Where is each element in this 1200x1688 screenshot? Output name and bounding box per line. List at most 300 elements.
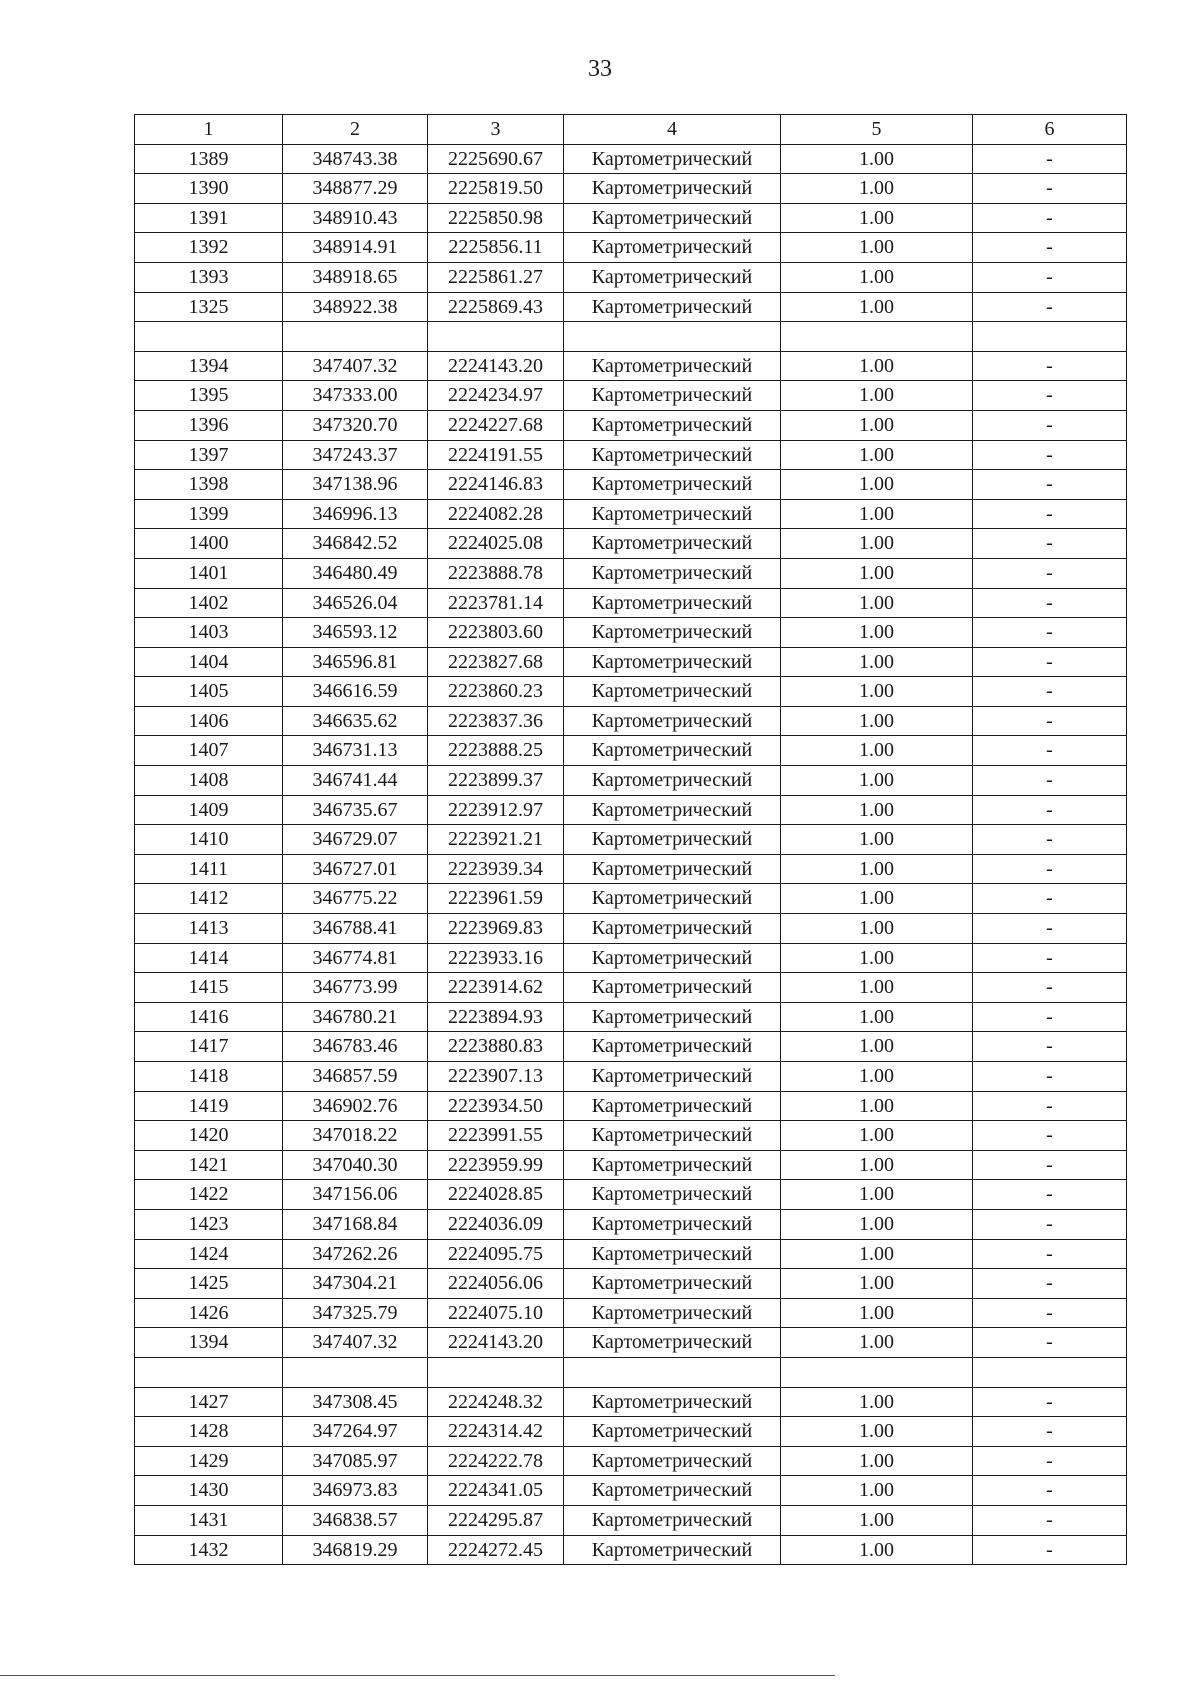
cell-y-coordinate: 2223888.25: [428, 736, 564, 766]
cell-accuracy: 1.00: [781, 706, 973, 736]
cell-x-coordinate: 348914.91: [283, 233, 428, 263]
cell-accuracy: 1.00: [781, 854, 973, 884]
cell-x-coordinate: 346616.59: [283, 677, 428, 707]
cell-method: Картометрический: [564, 706, 781, 736]
cell-method: Картометрический: [564, 736, 781, 766]
table-row: [135, 1298, 1127, 1328]
cell-y-coordinate: [428, 322, 564, 352]
cell-x-coordinate: 346838.57: [283, 1505, 428, 1535]
cell-point-number: 1408: [135, 766, 283, 796]
cell-method: Картометрический: [564, 884, 781, 914]
cell-point-number: 1418: [135, 1062, 283, 1092]
cell-x-coordinate: 346480.49: [283, 558, 428, 588]
cell-accuracy: 1.00: [781, 1002, 973, 1032]
cell-method: Картометрический: [564, 499, 781, 529]
table-row: [135, 1091, 1127, 1121]
table-row: [135, 381, 1127, 411]
cell-note: -: [973, 1535, 1127, 1565]
table-row: [135, 1062, 1127, 1092]
cell-method: Картометрический: [564, 1446, 781, 1476]
table-row: [135, 973, 1127, 1003]
table-row: [135, 144, 1127, 174]
table-row: [135, 499, 1127, 529]
table-row: [135, 470, 1127, 500]
cell-accuracy: 1.00: [781, 292, 973, 322]
table-row: [135, 1002, 1127, 1032]
cell-point-number: 1397: [135, 440, 283, 470]
cell-x-coordinate: 348918.65: [283, 262, 428, 292]
cell-point-number: 1422: [135, 1180, 283, 1210]
table-row: [135, 795, 1127, 825]
cell-accuracy: 1.00: [781, 1121, 973, 1151]
cell-point-number: 1402: [135, 588, 283, 618]
cell-point-number: 1429: [135, 1446, 283, 1476]
cell-y-coordinate: 2223914.62: [428, 973, 564, 1003]
cell-point-number: 1409: [135, 795, 283, 825]
cell-method: Картометрический: [564, 618, 781, 648]
cell-accuracy: 1.00: [781, 262, 973, 292]
cell-x-coordinate: 347333.00: [283, 381, 428, 411]
cell-accuracy: 1.00: [781, 1476, 973, 1506]
cell-note: -: [973, 914, 1127, 944]
cell-method: Картометрический: [564, 1209, 781, 1239]
cell-method: Картометрический: [564, 262, 781, 292]
cell-method: Картометрический: [564, 943, 781, 973]
table-row: [135, 825, 1127, 855]
cell-y-coordinate: 2223912.97: [428, 795, 564, 825]
cell-y-coordinate: [428, 1357, 564, 1387]
cell-x-coordinate: 347320.70: [283, 410, 428, 440]
cell-accuracy: 1.00: [781, 233, 973, 263]
cell-accuracy: 1.00: [781, 203, 973, 233]
cell-method: Картометрический: [564, 1150, 781, 1180]
cell-accuracy: 1.00: [781, 1446, 973, 1476]
cell-x-coordinate: 346727.01: [283, 854, 428, 884]
cell-method: Картометрический: [564, 1239, 781, 1269]
cell-y-coordinate: 2223899.37: [428, 766, 564, 796]
cell-accuracy: 1.00: [781, 1180, 973, 1210]
cell-y-coordinate: 2224295.87: [428, 1505, 564, 1535]
cell-y-coordinate: 2224248.32: [428, 1387, 564, 1417]
cell-point-number: 1412: [135, 884, 283, 914]
cell-x-coordinate: 346842.52: [283, 529, 428, 559]
cell-point-number: 1405: [135, 677, 283, 707]
column-header-3: 3: [428, 115, 564, 145]
cell-accuracy: 1.00: [781, 1032, 973, 1062]
cell-y-coordinate: 2225850.98: [428, 203, 564, 233]
cell-point-number: 1414: [135, 943, 283, 973]
table-row: [135, 558, 1127, 588]
cell-point-number: 1413: [135, 914, 283, 944]
table-row: [135, 410, 1127, 440]
cell-y-coordinate: 2223939.34: [428, 854, 564, 884]
table-row: [135, 1180, 1127, 1210]
cell-accuracy: 1.00: [781, 1062, 973, 1092]
cell-note: -: [973, 292, 1127, 322]
table-row: [135, 884, 1127, 914]
cell-x-coordinate: 346819.29: [283, 1535, 428, 1565]
cell-y-coordinate: 2224143.20: [428, 351, 564, 381]
cell-accuracy: 1.00: [781, 558, 973, 588]
cell-method: Картометрический: [564, 233, 781, 263]
cell-y-coordinate: 2224272.45: [428, 1535, 564, 1565]
cell-method: [564, 322, 781, 352]
cell-note: -: [973, 1417, 1127, 1447]
cell-note: -: [973, 381, 1127, 411]
cell-y-coordinate: 2223961.59: [428, 884, 564, 914]
cell-x-coordinate: 346729.07: [283, 825, 428, 855]
table-row: [135, 351, 1127, 381]
cell-y-coordinate: 2224025.08: [428, 529, 564, 559]
table-row: [135, 943, 1127, 973]
cell-accuracy: 1.00: [781, 440, 973, 470]
cell-method: Картометрический: [564, 1062, 781, 1092]
cell-method: Картометрический: [564, 854, 781, 884]
cell-accuracy: 1.00: [781, 973, 973, 1003]
cell-x-coordinate: 347018.22: [283, 1121, 428, 1151]
cell-method: Картометрический: [564, 914, 781, 944]
cell-accuracy: 1.00: [781, 1269, 973, 1299]
cell-y-coordinate: 2224341.05: [428, 1476, 564, 1506]
cell-x-coordinate: 346596.81: [283, 647, 428, 677]
column-header-4: 4: [564, 115, 781, 145]
table-row: [135, 1417, 1127, 1447]
cell-x-coordinate: 346593.12: [283, 618, 428, 648]
cell-accuracy: [781, 322, 973, 352]
cell-method: Картометрический: [564, 1328, 781, 1358]
cell-accuracy: 1.00: [781, 1417, 973, 1447]
cell-y-coordinate: 2224234.97: [428, 381, 564, 411]
cell-accuracy: 1.00: [781, 1209, 973, 1239]
cell-method: Картометрический: [564, 144, 781, 174]
cell-note: -: [973, 529, 1127, 559]
cell-x-coordinate: 346773.99: [283, 973, 428, 1003]
cell-note: -: [973, 1328, 1127, 1358]
cell-method: Картометрический: [564, 1002, 781, 1032]
cell-method: Картометрический: [564, 766, 781, 796]
cell-method: Картометрический: [564, 1387, 781, 1417]
cell-accuracy: 1.00: [781, 1239, 973, 1269]
cell-point-number: 1419: [135, 1091, 283, 1121]
cell-note: -: [973, 1121, 1127, 1151]
cell-y-coordinate: 2224314.42: [428, 1417, 564, 1447]
cell-accuracy: 1.00: [781, 943, 973, 973]
cell-point-number: 1403: [135, 618, 283, 648]
cell-method: Картометрический: [564, 174, 781, 204]
cell-note: -: [973, 233, 1127, 263]
table-row: [135, 854, 1127, 884]
cell-y-coordinate: 2223894.93: [428, 1002, 564, 1032]
cell-note: -: [973, 351, 1127, 381]
cell-note: -: [973, 677, 1127, 707]
cell-note: -: [973, 618, 1127, 648]
cell-note: [973, 322, 1127, 352]
cell-note: -: [973, 825, 1127, 855]
cell-accuracy: [781, 1357, 973, 1387]
cell-accuracy: 1.00: [781, 499, 973, 529]
cell-x-coordinate: 346731.13: [283, 736, 428, 766]
cell-note: -: [973, 736, 1127, 766]
cell-x-coordinate: 346902.76: [283, 1091, 428, 1121]
cell-point-number: 1392: [135, 233, 283, 263]
cell-y-coordinate: 2223934.50: [428, 1091, 564, 1121]
cell-x-coordinate: 347308.45: [283, 1387, 428, 1417]
cell-note: -: [973, 647, 1127, 677]
cell-accuracy: 1.00: [781, 884, 973, 914]
table-row: [135, 914, 1127, 944]
cell-x-coordinate: 347138.96: [283, 470, 428, 500]
cell-accuracy: 1.00: [781, 588, 973, 618]
cell-point-number: [135, 1357, 283, 1387]
table-row: [135, 1121, 1127, 1151]
cell-method: Картометрический: [564, 470, 781, 500]
cell-point-number: 1417: [135, 1032, 283, 1062]
cell-accuracy: 1.00: [781, 1505, 973, 1535]
table-row: [135, 766, 1127, 796]
cell-method: Картометрический: [564, 410, 781, 440]
cell-note: -: [973, 884, 1127, 914]
table-row: [135, 233, 1127, 263]
table-row: [135, 1535, 1127, 1565]
cell-method: Картометрический: [564, 440, 781, 470]
cell-note: [973, 1357, 1127, 1387]
cell-accuracy: 1.00: [781, 381, 973, 411]
cell-y-coordinate: 2225690.67: [428, 144, 564, 174]
cell-x-coordinate: 347304.21: [283, 1269, 428, 1299]
cell-y-coordinate: 2223888.78: [428, 558, 564, 588]
cell-y-coordinate: 2223991.55: [428, 1121, 564, 1151]
cell-note: -: [973, 943, 1127, 973]
cell-accuracy: 1.00: [781, 1387, 973, 1417]
cell-point-number: 1411: [135, 854, 283, 884]
cell-point-number: 1395: [135, 381, 283, 411]
cell-method: Картометрический: [564, 203, 781, 233]
cell-x-coordinate: 347156.06: [283, 1180, 428, 1210]
cell-point-number: 1425: [135, 1269, 283, 1299]
cell-method: Картометрический: [564, 292, 781, 322]
table-row: [135, 1505, 1127, 1535]
cell-method: Картометрический: [564, 1180, 781, 1210]
cell-y-coordinate: 2223827.68: [428, 647, 564, 677]
cell-y-coordinate: 2224028.85: [428, 1180, 564, 1210]
cell-point-number: 1389: [135, 144, 283, 174]
cell-x-coordinate: 346973.83: [283, 1476, 428, 1506]
cell-note: -: [973, 1387, 1127, 1417]
coordinates-table-body: [135, 115, 1127, 1565]
cell-note: -: [973, 1239, 1127, 1269]
cell-point-number: 1406: [135, 706, 283, 736]
cell-x-coordinate: [283, 322, 428, 352]
cell-accuracy: 1.00: [781, 736, 973, 766]
cell-method: Картометрический: [564, 529, 781, 559]
cell-x-coordinate: 347264.97: [283, 1417, 428, 1447]
cell-method: Картометрический: [564, 1121, 781, 1151]
cell-y-coordinate: 2223880.83: [428, 1032, 564, 1062]
cell-accuracy: 1.00: [781, 174, 973, 204]
cell-y-coordinate: 2224082.28: [428, 499, 564, 529]
cell-point-number: 1404: [135, 647, 283, 677]
cell-note: -: [973, 1150, 1127, 1180]
table-row: [135, 1150, 1127, 1180]
cell-y-coordinate: 2224191.55: [428, 440, 564, 470]
cell-x-coordinate: 346857.59: [283, 1062, 428, 1092]
cell-note: -: [973, 766, 1127, 796]
cell-point-number: 1394: [135, 351, 283, 381]
cell-accuracy: 1.00: [781, 677, 973, 707]
cell-point-number: 1400: [135, 529, 283, 559]
cell-point-number: 1396: [135, 410, 283, 440]
cell-x-coordinate: 346780.21: [283, 1002, 428, 1032]
cell-note: -: [973, 1269, 1127, 1299]
cell-note: -: [973, 854, 1127, 884]
cell-y-coordinate: 2223907.13: [428, 1062, 564, 1092]
cell-x-coordinate: 347040.30: [283, 1150, 428, 1180]
cell-note: -: [973, 706, 1127, 736]
cell-method: Картометрический: [564, 973, 781, 1003]
cell-x-coordinate: 347407.32: [283, 351, 428, 381]
column-header-2: 2: [283, 115, 428, 145]
cell-point-number: 1432: [135, 1535, 283, 1565]
table-row: [135, 174, 1127, 204]
cell-note: -: [973, 1062, 1127, 1092]
table-row: [135, 203, 1127, 233]
cell-method: Картометрический: [564, 588, 781, 618]
table-separator-row: [135, 1357, 1127, 1387]
cell-y-coordinate: 2223860.23: [428, 677, 564, 707]
cell-method: Картометрический: [564, 825, 781, 855]
table-row: [135, 588, 1127, 618]
cell-point-number: 1401: [135, 558, 283, 588]
table-row: [135, 292, 1127, 322]
cell-x-coordinate: 346788.41: [283, 914, 428, 944]
cell-point-number: [135, 322, 283, 352]
cell-y-coordinate: 2223933.16: [428, 943, 564, 973]
cell-note: -: [973, 973, 1127, 1003]
cell-accuracy: 1.00: [781, 144, 973, 174]
cell-method: Картометрический: [564, 381, 781, 411]
cell-note: -: [973, 1476, 1127, 1506]
cell-point-number: 1390: [135, 174, 283, 204]
coordinates-table: [134, 114, 1127, 1565]
cell-y-coordinate: 2224143.20: [428, 1328, 564, 1358]
cell-method: Картометрический: [564, 647, 781, 677]
cell-x-coordinate: 346735.67: [283, 795, 428, 825]
cell-note: -: [973, 558, 1127, 588]
cell-method: Картометрический: [564, 351, 781, 381]
cell-note: -: [973, 1180, 1127, 1210]
cell-y-coordinate: 2225819.50: [428, 174, 564, 204]
cell-accuracy: 1.00: [781, 795, 973, 825]
table-row: [135, 618, 1127, 648]
cell-point-number: 1393: [135, 262, 283, 292]
cell-y-coordinate: 2225869.43: [428, 292, 564, 322]
cell-y-coordinate: 2224056.06: [428, 1269, 564, 1299]
cell-method: Картометрический: [564, 1417, 781, 1447]
column-header-6: 6: [973, 115, 1127, 145]
cell-y-coordinate: 2224146.83: [428, 470, 564, 500]
table-row: [135, 440, 1127, 470]
cell-x-coordinate: 348877.29: [283, 174, 428, 204]
cell-point-number: 1399: [135, 499, 283, 529]
cell-note: -: [973, 203, 1127, 233]
cell-x-coordinate: 347262.26: [283, 1239, 428, 1269]
cell-point-number: 1430: [135, 1476, 283, 1506]
cell-point-number: 1398: [135, 470, 283, 500]
cell-note: -: [973, 1209, 1127, 1239]
table-row: [135, 706, 1127, 736]
cell-x-coordinate: 346996.13: [283, 499, 428, 529]
cell-point-number: 1394: [135, 1328, 283, 1358]
cell-note: -: [973, 410, 1127, 440]
cell-note: -: [973, 588, 1127, 618]
cell-note: -: [973, 1002, 1127, 1032]
cell-point-number: 1325: [135, 292, 283, 322]
cell-note: -: [973, 144, 1127, 174]
cell-y-coordinate: 2224227.68: [428, 410, 564, 440]
cell-point-number: 1416: [135, 1002, 283, 1032]
cell-x-coordinate: 346774.81: [283, 943, 428, 973]
cell-note: -: [973, 470, 1127, 500]
page-number: 33: [588, 56, 612, 82]
table-separator-row: [135, 322, 1127, 352]
cell-x-coordinate: 346775.22: [283, 884, 428, 914]
cell-accuracy: 1.00: [781, 410, 973, 440]
cell-x-coordinate: 346526.04: [283, 588, 428, 618]
bottom-rule: [0, 1675, 835, 1676]
cell-point-number: 1410: [135, 825, 283, 855]
cell-point-number: 1424: [135, 1239, 283, 1269]
cell-x-coordinate: 347243.37: [283, 440, 428, 470]
cell-method: [564, 1357, 781, 1387]
table-row: [135, 529, 1127, 559]
cell-point-number: 1431: [135, 1505, 283, 1535]
cell-method: Картометрический: [564, 1269, 781, 1299]
cell-x-coordinate: 347325.79: [283, 1298, 428, 1328]
cell-y-coordinate: 2223969.83: [428, 914, 564, 944]
cell-x-coordinate: 347085.97: [283, 1446, 428, 1476]
cell-y-coordinate: 2224095.75: [428, 1239, 564, 1269]
cell-accuracy: 1.00: [781, 825, 973, 855]
table-row: [135, 1209, 1127, 1239]
cell-x-coordinate: 348922.38: [283, 292, 428, 322]
cell-accuracy: 1.00: [781, 1535, 973, 1565]
cell-note: -: [973, 1505, 1127, 1535]
table-row: [135, 736, 1127, 766]
cell-method: Картометрический: [564, 677, 781, 707]
cell-x-coordinate: 347168.84: [283, 1209, 428, 1239]
cell-method: Картометрический: [564, 795, 781, 825]
table-row: [135, 1328, 1127, 1358]
column-header-1: 1: [135, 115, 283, 145]
table-row: [135, 1476, 1127, 1506]
table-row: [135, 262, 1127, 292]
cell-x-coordinate: 346635.62: [283, 706, 428, 736]
cell-accuracy: 1.00: [781, 1328, 973, 1358]
cell-method: Картометрический: [564, 1091, 781, 1121]
cell-accuracy: 1.00: [781, 1298, 973, 1328]
cell-note: -: [973, 1032, 1127, 1062]
table-header-row: [135, 115, 1127, 145]
cell-note: -: [973, 1446, 1127, 1476]
cell-point-number: 1420: [135, 1121, 283, 1151]
cell-method: Картометрический: [564, 1298, 781, 1328]
cell-method: Картометрический: [564, 1476, 781, 1506]
cell-x-coordinate: 348743.38: [283, 144, 428, 174]
cell-x-coordinate: 346741.44: [283, 766, 428, 796]
cell-accuracy: 1.00: [781, 470, 973, 500]
cell-x-coordinate: 347407.32: [283, 1328, 428, 1358]
cell-note: -: [973, 174, 1127, 204]
